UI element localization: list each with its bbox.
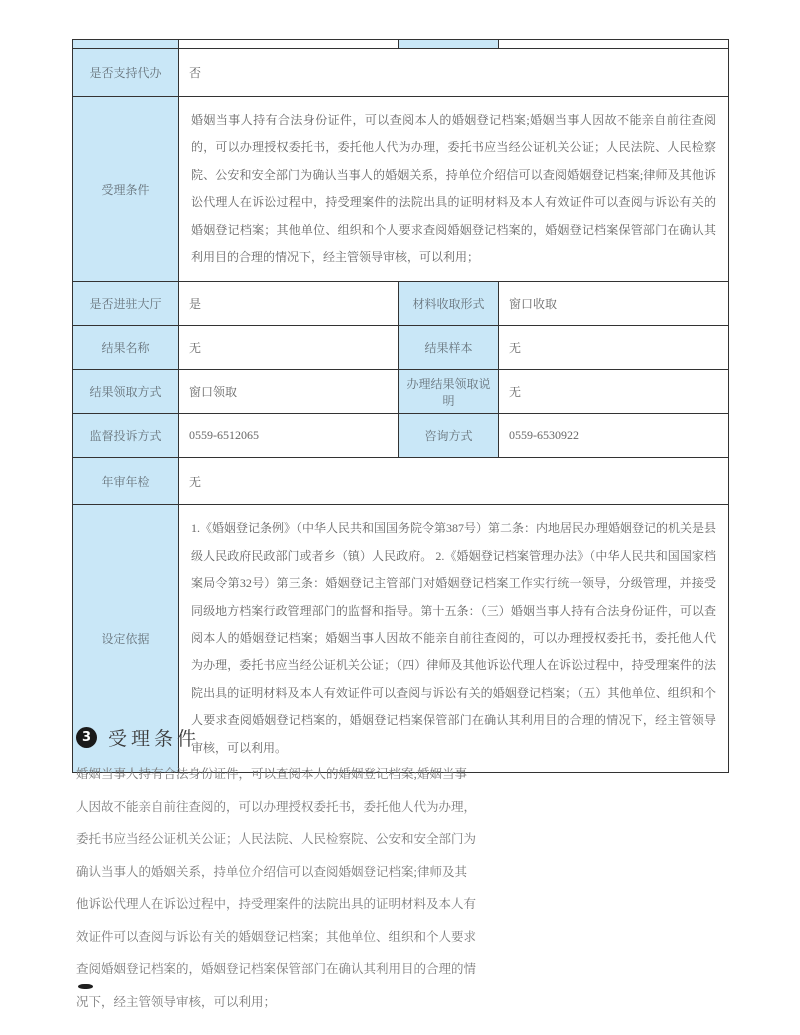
row-label: 结果领取方式 [73, 370, 179, 414]
row-value: 窗口收取 [499, 282, 729, 326]
row-label: 结果名称 [73, 326, 179, 370]
row-value: 无 [179, 326, 399, 370]
row-label: 监督投诉方式 [73, 414, 179, 458]
table-row-complaint-consult-phone [73, 414, 729, 458]
consult-phone: 0559-6530922 [499, 414, 729, 458]
row-value: 是 [179, 282, 399, 326]
next-section-badge-clipped [78, 984, 93, 989]
row-value: 无 [179, 458, 729, 505]
row-value: 否 [179, 49, 729, 97]
row-label: 材料收取形式 [399, 282, 499, 326]
clipped-label-cell [73, 40, 179, 49]
table-row-agent-support [73, 49, 729, 97]
section-heading [76, 724, 200, 750]
row-value: 无 [499, 370, 729, 414]
table-row-acceptance-conditions [73, 97, 729, 282]
service-info-table [72, 39, 729, 773]
section-title: 受理条件 [108, 728, 201, 750]
row-value: 无 [499, 326, 729, 370]
section-number-badge: 3 [76, 727, 97, 748]
row-value: 1.《婚姻登记条例》（中华人民共和国国务院令第387号）第二条：内地居民办理婚姻登记的机关是县级人民政府民政部门或者乡（镇）人民政府。 2.《婚姻登记档案管理办法》（中华人民共和国国家档案局令第32号）第三条：婚姻登记主管部门对婚姻登记档案工作实行统一领导，分级管理，并接受同级地方档案行政管理部门的监督和指导。第十五条：（三）婚姻当事人持有合法身份证件，可以查阅本人的婚姻登记档案；婚姻当事人因故不能亲自前往查阅的，可以办理授权委托书，委托他人代为办理，委托书应当经公证机关公证；（四）律师及其他诉讼代理人在诉讼过程中，持受理案件的法院出具的证明材料及本人有效证件可以查阅与诉讼有关的婚姻登记档案；（五）其他单位、组织和个人要求查阅婚姻登记档案的，婚姻登记档案保管部门在确认其利用目的合理的情况下，经主管领导审核，可以利用。 [179, 505, 729, 773]
row-label: 年审年检 [73, 458, 179, 505]
table-row-result-name-sample [73, 326, 729, 370]
clipped-value-cell [499, 40, 729, 49]
section-body-paragraph: 婚姻当事人持有合法身份证件，可以查阅本人的婚姻登记档案;婚姻当事人因故不能亲自前往查阅的，可以办理授权委托书，委托他人代为办理，委托书应当经公证机关公证；人民法院、人民检察院、公安和安全部门为确认当事人的婚姻关系，持单位介绍信可以查阅婚姻登记档案;律师及其他诉讼代理人在诉讼过程中，持受理案件的法院出具的证明材料及本人有效证件可以查阅与诉讼有关的婚姻登记档案；其他单位、组织和个人要求查阅婚姻登记档案的，婚姻登记档案保管部门在确认其利用目的合理的情况下，经主管领导审核，可以利用； [76, 767, 477, 1009]
row-label: 是否进驻大厅 [73, 282, 179, 326]
table-row-clipped-top [73, 40, 729, 49]
clipped-label-cell [399, 40, 499, 49]
row-label: 受理条件 [73, 97, 179, 282]
row-label: 设定依据 [73, 505, 179, 773]
row-value: 婚姻当事人持有合法身份证件，可以查阅本人的婚姻登记档案;婚姻当事人因故不能亲自前往查阅的，可以办理授权委托书，委托他人代为办理，委托书应当经公证机关公证；人民法院、人民检察院、公安和安全部门为确认当事人的婚姻关系，持单位介绍信可以查阅婚姻登记档案;律师及其他诉讼代理人在诉讼过程中，持受理案件的法院出具的证明材料及本人有效证件可以查阅与诉讼有关的婚姻登记档案；其他单位、组织和个人要求查阅婚姻登记档案的，婚姻登记档案保管部门在确认其利用目的合理的情况下，经主管领导审核，可以利用； [179, 97, 729, 282]
row-label: 结果样本 [399, 326, 499, 370]
complaint-phone: 0559-6512065 [179, 414, 399, 458]
table-row-result-pickup [73, 370, 729, 414]
row-label: 办理结果领取说明 [399, 370, 499, 414]
table-row-annual-review [73, 458, 729, 505]
table-row-hall-and-material [73, 282, 729, 326]
row-label: 是否支持代办 [73, 49, 179, 97]
clipped-value-cell [179, 40, 399, 49]
row-label: 咨询方式 [399, 414, 499, 458]
row-value: 窗口领取 [179, 370, 399, 414]
